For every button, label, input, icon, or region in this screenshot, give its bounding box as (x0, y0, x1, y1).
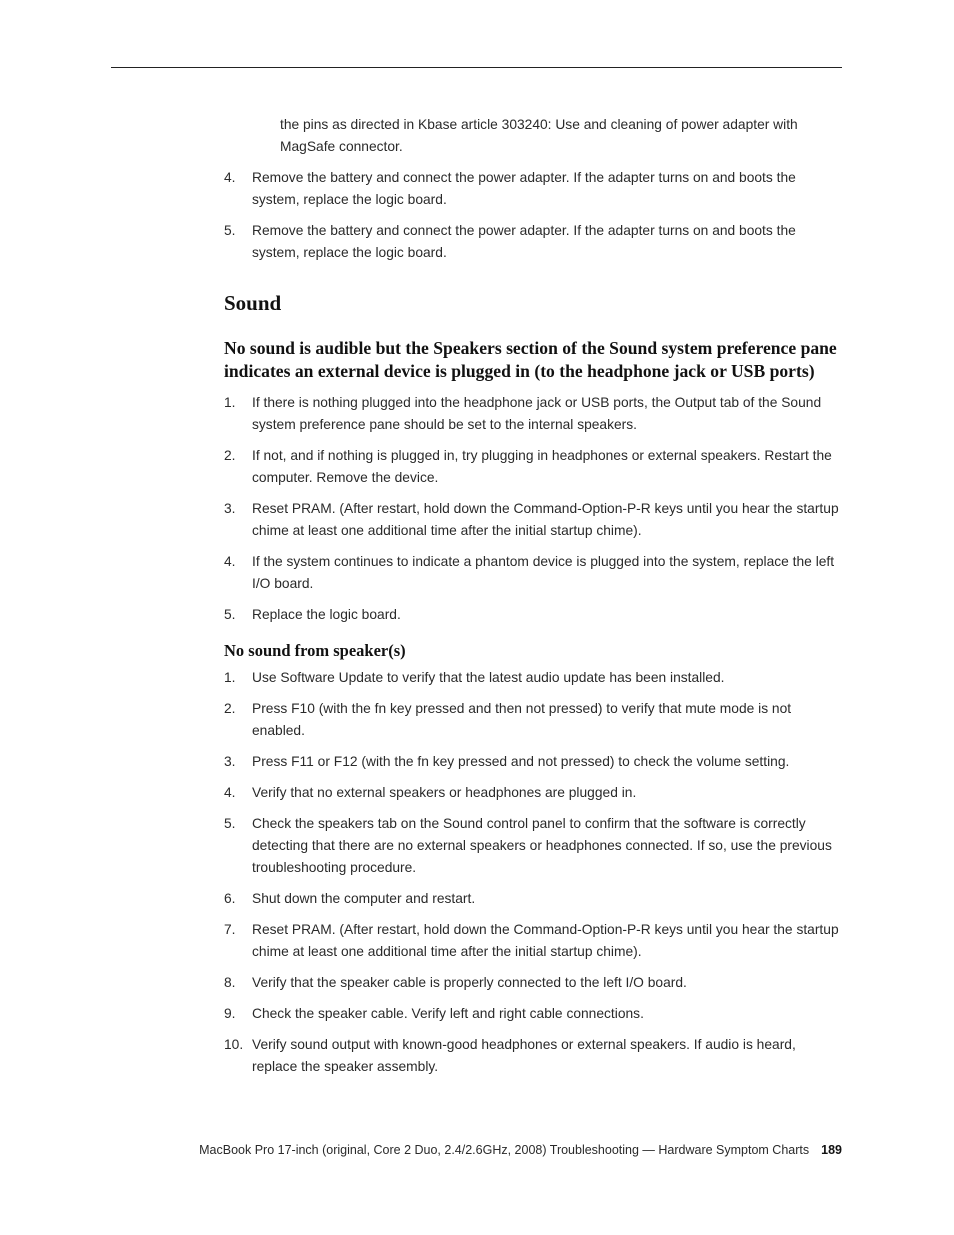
step-text: Remove the battery and connect the power adapter. If the adapter turns on and boots the system, replace the logic board. (252, 223, 796, 260)
list-item (224, 392, 844, 436)
step-number: 7. (224, 922, 236, 937)
list-item (224, 167, 844, 211)
section-title: Sound (224, 291, 282, 315)
step-number: 4. (224, 554, 236, 569)
list-item (224, 220, 844, 264)
list-item (224, 698, 844, 742)
list-item (224, 604, 844, 626)
list-item (224, 972, 844, 994)
step-number: 8. (224, 975, 236, 990)
step-number: 10. (224, 1037, 244, 1052)
page-footer (199, 1141, 842, 1159)
step-number: 1. (224, 395, 236, 410)
footer-text: MacBook Pro 17-inch (original, Core 2 Duo, 2.4/2.6GHz, 2008) Troubleshooting — Hardware Symptom Charts (199, 1143, 810, 1157)
step-text: Verify that the speaker cable is properly connected to the left I/O board. (252, 975, 687, 990)
list-item (224, 751, 844, 773)
step-text: Verify that no external speakers or headphones are plugged in. (252, 785, 637, 800)
list-item (224, 1034, 844, 1078)
step-text: Remove the battery and connect the power adapter. If the adapter turns on and boots the system, replace the logic board. (252, 170, 796, 207)
list-item (224, 551, 844, 595)
step-text: Check the speaker cable. Verify left and right cable connections. (252, 1006, 644, 1021)
step-text: Reset PRAM. (After restart, hold down the Command-Option-P-R keys until you hear the startup chime at least one additional time after the initial startup chime). (252, 501, 839, 538)
list-item (224, 498, 844, 542)
step-text: Shut down the computer and restart. (252, 891, 476, 906)
step-text: Press F10 (with the fn key pressed and then not pressed) to verify that mute mode is not enabled. (252, 701, 792, 738)
step-text: Verify sound output with known-good headphones or external speakers. If audio is heard, replace the speaker assembly. (252, 1037, 796, 1074)
step-text: Replace the logic board. (252, 607, 401, 622)
step-number: 1. (224, 670, 236, 685)
page-number: 189 (821, 1143, 842, 1157)
step-text: Check the speakers tab on the Sound control panel to confirm that the software is correctly detecting that there are no external speakers or headphones connected. If so, use the previous troubleshooting procedure. (252, 816, 832, 875)
step-number: 4. (224, 170, 236, 185)
list-item (224, 782, 844, 804)
step-text: Press F11 or F12 (with the fn key pressed and not pressed) to check the volume setting. (252, 754, 790, 769)
step-number: 9. (224, 1006, 236, 1021)
top-steps-list (224, 167, 844, 264)
step-number: 2. (224, 448, 236, 463)
step-text: Reset PRAM. (After restart, hold down the Command-Option-P-R keys until you hear the startup chime at least one additional time after the initial startup chime). (252, 922, 839, 959)
list-item (224, 667, 844, 689)
step-number: 6. (224, 891, 236, 906)
continuation-text: the pins as directed in Kbase article 303240: Use and cleaning of power adapter with MagSafe connector. (280, 117, 798, 154)
subsection-heading: No sound from speaker(s) (224, 641, 406, 660)
step-text: If not, and if nothing is plugged in, try plugging in headphones or external speakers. Restart the computer. Remove the device. (252, 448, 832, 485)
list-item (224, 813, 844, 879)
step-number: 5. (224, 607, 236, 622)
list-item (224, 919, 844, 963)
list-item (224, 445, 844, 489)
symptom1-steps-list (224, 392, 844, 626)
header-rule (111, 67, 842, 68)
step-number: 3. (224, 754, 236, 769)
page-content (224, 114, 844, 1087)
list-item (224, 1003, 844, 1025)
step-text: Use Software Update to verify that the latest audio update has been installed. (252, 670, 725, 685)
step-text: If there is nothing plugged into the headphone jack or USB ports, the Output tab of the Sound system preference pane should be set to the internal speakers. (252, 395, 822, 432)
step-number: 5. (224, 223, 236, 238)
step-number: 4. (224, 785, 236, 800)
step-number: 3. (224, 501, 236, 516)
step-number: 5. (224, 816, 236, 831)
step-text: If the system continues to indicate a phantom device is plugged into the system, replace the left I/O board. (252, 554, 835, 591)
symptom2-steps-list (224, 667, 844, 1078)
list-item (224, 888, 844, 910)
step-number: 2. (224, 701, 236, 716)
symptom-heading: No sound is audible but the Speakers section of the Sound system preference pane indicates an external device is plugged in (to the headphone jack or USB ports) (224, 338, 837, 381)
